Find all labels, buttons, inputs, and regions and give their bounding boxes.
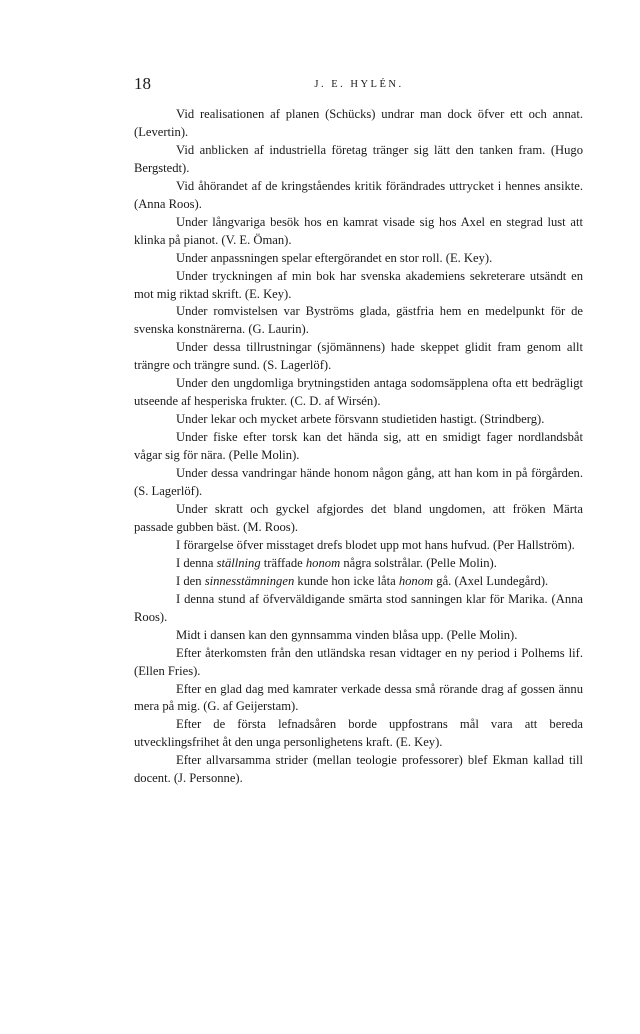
emphasized-word: honom — [398, 573, 434, 588]
page-header — [134, 74, 584, 98]
example-sentence: Under anpassningen spelar eftergörandet en stor roll. (E. Key). — [176, 250, 493, 265]
example-sentence: Vid åhörandet af de kringståendes kritik förändrades uttrycket i hennes ansikte. (Anna Roos). — [134, 178, 583, 211]
example-sentence: Under romvistelsen var Byströms glada, gästfria hem en medelpunkt för de svenska konstnärerna. (G. Laurin). — [134, 304, 583, 337]
example-sentence: Vid realisationen af planen (Schücks) undrar man dock öfver ett och annat. (Levertin). — [134, 107, 583, 139]
example-sentence: Midt i dansen kan den gynnsamma vinden blåsa upp. (Pelle Molin). — [176, 627, 518, 642]
running-head: J. E. HYLÉN. — [314, 79, 404, 90]
example-sentence: Under den ungdomliga brytningstiden antaga sodomsäpplena ofta ett bedrägligt utseende af hesperiska frukter. (C. D. af Wirsén). — [134, 376, 583, 409]
example-sentence: Vid anblicken af industriella företag tränger sig lätt den tanken fram. (Hugo Bergstedt). — [134, 142, 583, 175]
example-sentence: Under skratt och gyckel afgjordes det bland ungdomen, att fröken Märta passade gubben bäst. (M. Roos). — [134, 501, 583, 534]
example-sentence: I denna ställning träffade honom några solstrålar. (Pelle Molin). — [176, 555, 497, 570]
example-sentence: Under långvariga besök hos en kamrat visade sig hos Axel en stegrad lust att klinka på pianot. (V. E. Öman). — [134, 214, 583, 247]
example-sentence: Efter allvarsamma strider (mellan teologie professorer) blef Ekman kallad till docent. (J. Personne). — [134, 753, 583, 786]
example-sentence: Under tryckningen af min bok har svenska akademiens sekreterare utsändt en mot mig riktad skrift. (E. Key). — [134, 268, 583, 301]
example-sentence: Efter de första lefnadsåren borde uppfostrans mål vara att bereda utvecklingsfrihet åt den unga personlighetens kraft. (E. Key). — [134, 717, 583, 750]
example-sentence: Efter en glad dag med kamrater verkade dessa små rörande drag af gossen ännu mera på mig. (G. af Geijerstam). — [134, 681, 583, 714]
example-sentence: Under dessa vandringar hände honom någon gång, att han kom in på förgården. (S. Lagerlöf). — [134, 466, 583, 499]
example-sentence: Under dessa tillrustningar (sjömännens) hade skeppet glidit fram genom allt trängre och trängre sund. (S. Lagerlöf). — [134, 340, 583, 373]
example-sentence: Efter återkomsten från den utländska resan vidtager en ny period i Polhems lif. (Ellen Fries). — [134, 645, 583, 678]
example-sentence: I denna stund af öfverväldigande smärta stod sanningen klar för Marika. (Anna Roos). — [134, 591, 583, 624]
text-body — [134, 106, 583, 788]
emphasized-word: honom — [305, 555, 341, 570]
example-sentence: Under fiske efter torsk kan det hända sig, att en smidigt fager nordlandsbåt vågar sig för nära. (Pelle Molin). — [134, 430, 583, 463]
example-sentence: I förargelse öfver misstaget drefs blodet upp mot hans hufvud. (Per Hallström). — [176, 537, 575, 552]
page-number: 18 — [134, 74, 151, 93]
emphasized-word: ställning — [216, 555, 261, 570]
emphasized-word: sinnesstämningen — [204, 573, 295, 588]
example-sentence: I den sinnesstämningen kunde hon icke låta honom gå. (Axel Lundegård). — [176, 573, 549, 588]
example-sentence: Under lekar och mycket arbete försvann studietiden hastigt. (Strindberg). — [176, 412, 545, 427]
